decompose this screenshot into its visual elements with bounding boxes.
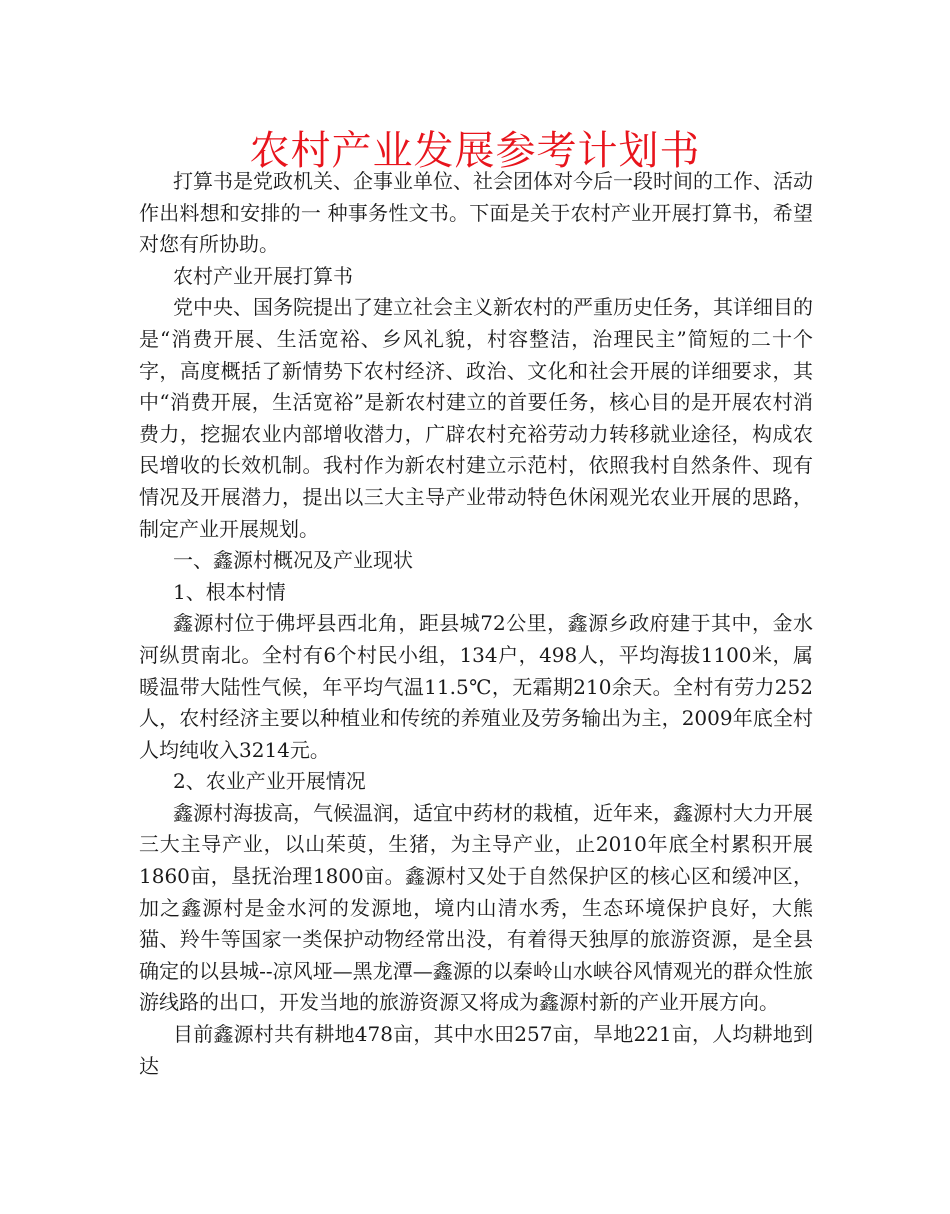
farmland-paragraph: 目前鑫源村共有耕地478亩，其中水田257亩，旱地221亩，人均耕地到达	[139, 1022, 813, 1078]
intro-paragraph: 打算书是党政机关、企事业单位、社会团体对今后一段时间的工作、活动作出料想和安排的一 种事务性文书。下面是关于农村产业开展打算书，希望对您有所协助。	[139, 169, 813, 257]
subsection-heading-village: 1、根本村情	[173, 579, 286, 604]
subsection-heading-industry: 2、农业产业开展情况	[173, 769, 366, 794]
document-title: 农村产业发展参考计划书	[249, 128, 701, 174]
section-heading-overview: 一、鑫源村概况及产业现状	[173, 548, 413, 573]
village-paragraph: 鑫源村位于佛坪县西北角，距县城72公里，鑫源乡政府建于其中，金水河纵贯南北。全村有6个村民小组，134户，498人，平均海拔1100米，属暖温带大陆性气候，年平均气温11.5℃，无霜期210余天。全村有劳力252人，农村经济主要以种植业和传统的养殖业及劳务输出为主，2009年底全村人均纯收入3214元。	[139, 611, 813, 762]
background-paragraph: 党中央、国务院提出了建立社会主义新农村的严重历史任务，其详细目的是“消费开展、生活宽裕、乡风礼貌，村容整洁，治理民主”简短的二十个字，高度概括了新情势下农村经济、政治、文化和社会开展的详细要求，其中“消费开展，生活宽裕”是新农村建立的首要任务，核心目的是开展农村消费力，挖掘农业内部增收潜力，广辟农村充裕劳动力转移就业途径，构成农民增收的长效机制。我村作为新农村建立示范村，依照我村自然条件、现有情况及开展潜力，提出以三大主导产业带动特色休闲观光农业开展的思路，制定产业开展规划。	[139, 295, 813, 541]
industry-paragraph: 鑫源村海拔高，气候温润，适宜中药材的栽植，近年来，鑫源村大力开展三大主导产业，以山茱萸，生猪，为主导产业，止2010年底全村累积开展1860亩，垦抚治理1800亩。鑫源村又处于自然保护区的核心区和缓冲区，加之鑫源村是金水河的发源地，境内山清水秀，生态环境保护良好，大熊猫、羚牛等国家一类保护动物经常出没，有着得天独厚的旅游资源，是全县确定的以县城--凉风垭—黑龙潭—鑫源的以秦岭山水峡谷风情观光的群众性旅游线路的出口，开发当地的旅游资源又将成为鑫源村新的产业开展方向。	[139, 800, 813, 1015]
section-heading-plan: 农村产业开展打算书	[173, 263, 353, 288]
document-body	[139, 166, 813, 1082]
